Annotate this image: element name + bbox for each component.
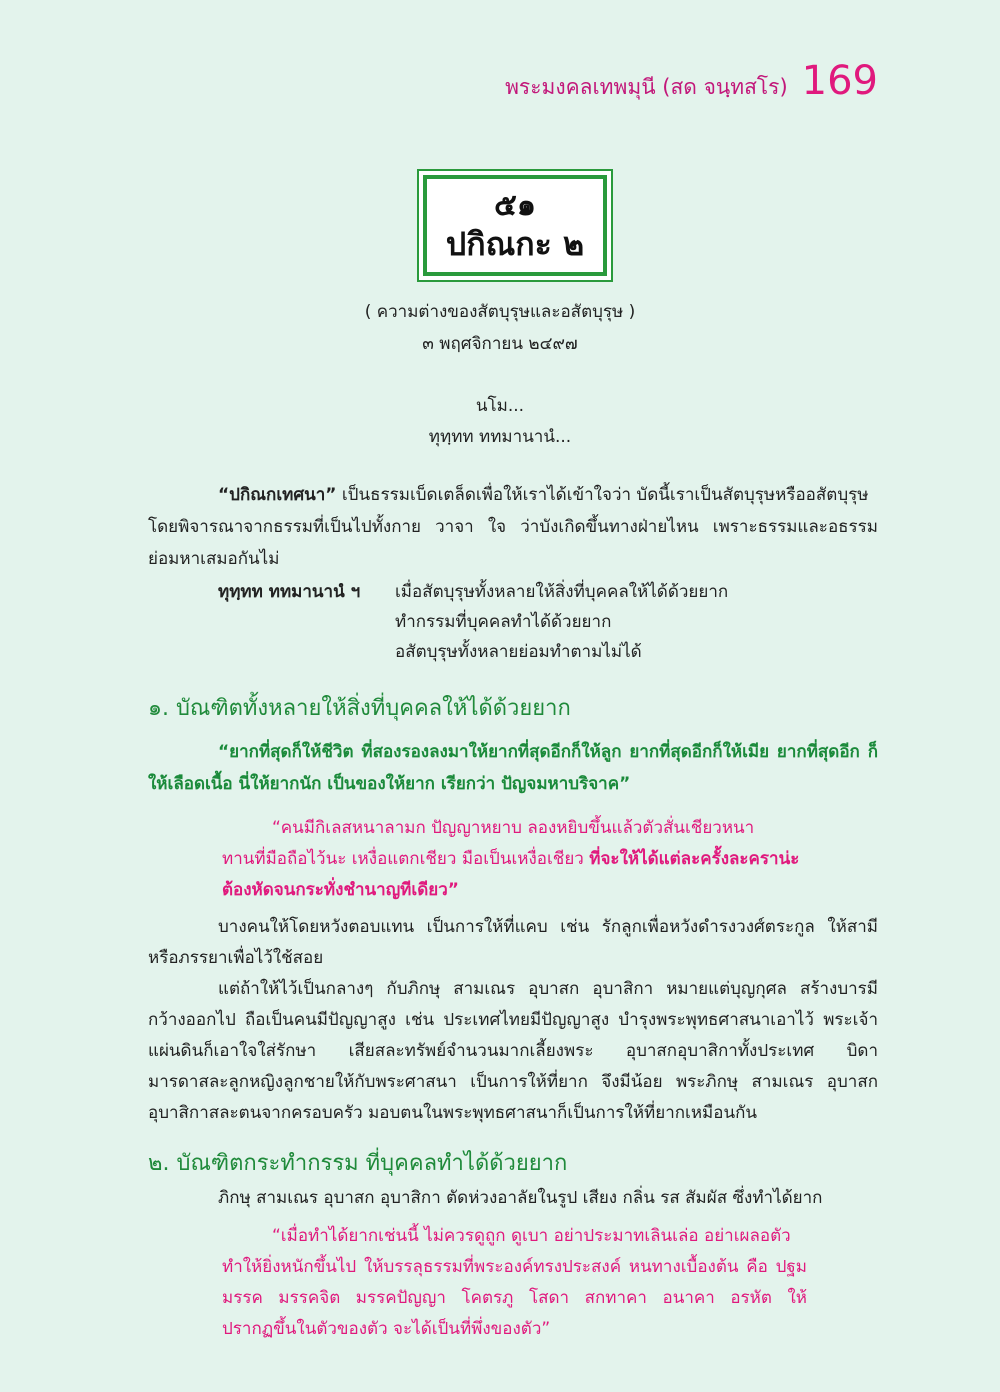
- section-2-pink-quote-line-1: “เมื่อทำได้ยากเช่นนี้ ไม่ควรดูถูก ดูเบา อย่าประมาทเลินเล่อ อย่าเผลอตัว: [272, 1226, 791, 1246]
- chapter-subtitle: ( ความต่างของสัตบุรุษและอสัตบุรุษ ): [364, 302, 636, 322]
- chapter-date: ๓ พฤศจิกายน ๒๔๙๗: [422, 334, 578, 354]
- section-1-pink-quote-line-2: [222, 845, 799, 872]
- section-1-pink-quote-line-2-text: ทานที่มือถือไว้นะ เหงื่อแตกเชียว มือเป็นเหงื่อเชียว: [222, 849, 590, 869]
- chapter-title: ปกิณกะ ๒: [445, 224, 585, 263]
- chapter-number: ๕๑: [494, 187, 536, 223]
- pali-translation-line-2: ทำกรรมที่บุคคลทำได้ด้วยยาก: [395, 612, 612, 632]
- section-2-para-1: ภิกษุ สามเณร อุบาสก อุบาสิกา ตัดห่วงอาลัยในรูป เสียง กลิ่น รส สัมผัส ซึ่งทำได้ยาก: [218, 1188, 823, 1208]
- section-1-para-2-line-5: อุบาสิกาสละตนจากครอบครัว มอบตนในพระพุทธศาสนาก็เป็นการให้ที่ยากเหมือนกัน: [148, 1103, 757, 1123]
- section-2-pink-quote-line-4: ปรากฏขึ้นในตัวของตัว จะได้เป็นที่พึ่งของตัว”: [222, 1319, 551, 1339]
- running-title: พระมงคลเทพมุนี (สด จนฺทสโร): [505, 75, 788, 99]
- section-2-pink-quote-line-3: มรรค มรรคจิต มรรคปัญญา โคตรภู โสดา สกทาคา อนาคา อรหัต ให้: [222, 1288, 807, 1308]
- pali-verse: ทุทฺทท ททมานานํ ฯ: [218, 582, 361, 602]
- section-1-pink-quote-line-2-emphasis: ที่จะให้ได้แต่ละครั้งละคราน่ะ: [589, 849, 800, 869]
- chapter-title-box: [417, 169, 613, 282]
- intro-term: “ปกิณกเทศนา”: [218, 485, 337, 505]
- running-header: [505, 58, 878, 104]
- invocation-line-2: ทุทฺทท ททมานานํ...: [428, 427, 572, 447]
- section-1-para-1-line-1: บางคนให้โดยหวังตอบแทน เป็นการให้ที่แคบ เช่น รักลูกเพื่อหวังดำรงวงศ์ตระกูล ให้สามี: [218, 917, 878, 937]
- section-1-heading: ๑. บัณฑิตทั้งหลายให้สิ่งที่บุคคลให้ได้ด้วยยาก: [148, 696, 571, 721]
- section-2-heading: ๒. บัณฑิตกระทำกรรม ที่บุคคลทำได้ด้วยยาก: [148, 1151, 568, 1176]
- pali-translation-line-3: อสัตบุรุษทั้งหลายย่อมทำตามไม่ได้: [395, 642, 642, 662]
- intro-line-1: [218, 481, 878, 508]
- intro-line-2: โดยพิจารณาจากธรรมที่เป็นไปทั้งกาย วาจา ใจ ว่าบังเกิดขึ้นทางฝ่ายไหน เพราะธรรมและอธรรม: [148, 517, 878, 537]
- section-1-para-2-line-2: กว้างออกไป ถือเป็นคนมีปัญญาสูง เช่น ประเทศไทยมีปัญญาสูง บำรุงพระพุทธศาสนาเอาไว้ พระเจ้า: [148, 1010, 878, 1030]
- section-1-quote-line-1: “ยากที่สุดก็ให้ชีวิต ที่สองรองลงมาให้ยากที่สุดอีกก็ให้ลูก ยากที่สุดอีกก็ให้เมีย ยากที่สุดอีก ก็: [218, 742, 878, 762]
- section-1-pink-quote-line-1: “คนมีกิเลสหนาลามก ปัญญาหยาบ ลองหยิบขึ้นแล้วตัวสั่นเชียวหนา: [272, 818, 755, 838]
- intro-line-3: ย่อมหาเสมอกันไม่: [148, 549, 280, 569]
- section-1-para-2-line-4: มารดาสละลูกหญิงลูกชายให้กับพระศาสนา เป็นการให้ที่ยาก จึงมีน้อย พระภิกษุ สามเณร อุบาสก: [148, 1072, 878, 1092]
- section-1-para-2-line-1: แต่ถ้าให้ไว้เป็นกลางๆ กับภิกษุ สามเณร อุบาสก อุบาสิกา หมายแต่บุญกุศล สร้างบารมี: [218, 979, 878, 999]
- chapter-title-box-inner: [423, 175, 607, 276]
- pali-translation-line-1: เมื่อสัตบุรุษทั้งหลายให้สิ่งที่บุคคลให้ได้ด้วยยาก: [395, 582, 729, 602]
- section-1-para-2-line-3: แผ่นดินก็เอาใจใส่รักษา เสียสละทรัพย์จำนวนมากเลี้ยงพระ อุบาสกอุบาสิกาทั้งประเทศ บิดา: [148, 1041, 878, 1061]
- section-1-quote-line-2: ให้เลือดเนื้อ นี่ให้ยากนัก เป็นของให้ยาก เรียกว่า ปัญจมหาบริจาค”: [148, 774, 631, 794]
- intro-line-1-text: เป็นธรรมเบ็ดเตล็ดเพื่อให้เราได้เข้าใจว่า บัดนี้เราเป็นสัตบุรุษหรืออสัตบุรุษ: [336, 485, 869, 505]
- page-number: 169: [801, 58, 878, 104]
- section-1-pink-quote-line-3: ต้องหัดจนกระทั่งชำนาญทีเดียว”: [222, 880, 459, 900]
- section-1-para-1-line-2: หรือภรรยาเพื่อไว้ใช้สอย: [148, 948, 324, 968]
- section-2-pink-quote-line-2: ทำให้ยิ่งหนักขึ้นไป ให้บรรลุธรรมที่พระองค์ทรงประสงค์ หนทางเบื้องต้น คือ ปฐม: [222, 1257, 807, 1277]
- invocation-line-1: นโม...: [475, 396, 525, 416]
